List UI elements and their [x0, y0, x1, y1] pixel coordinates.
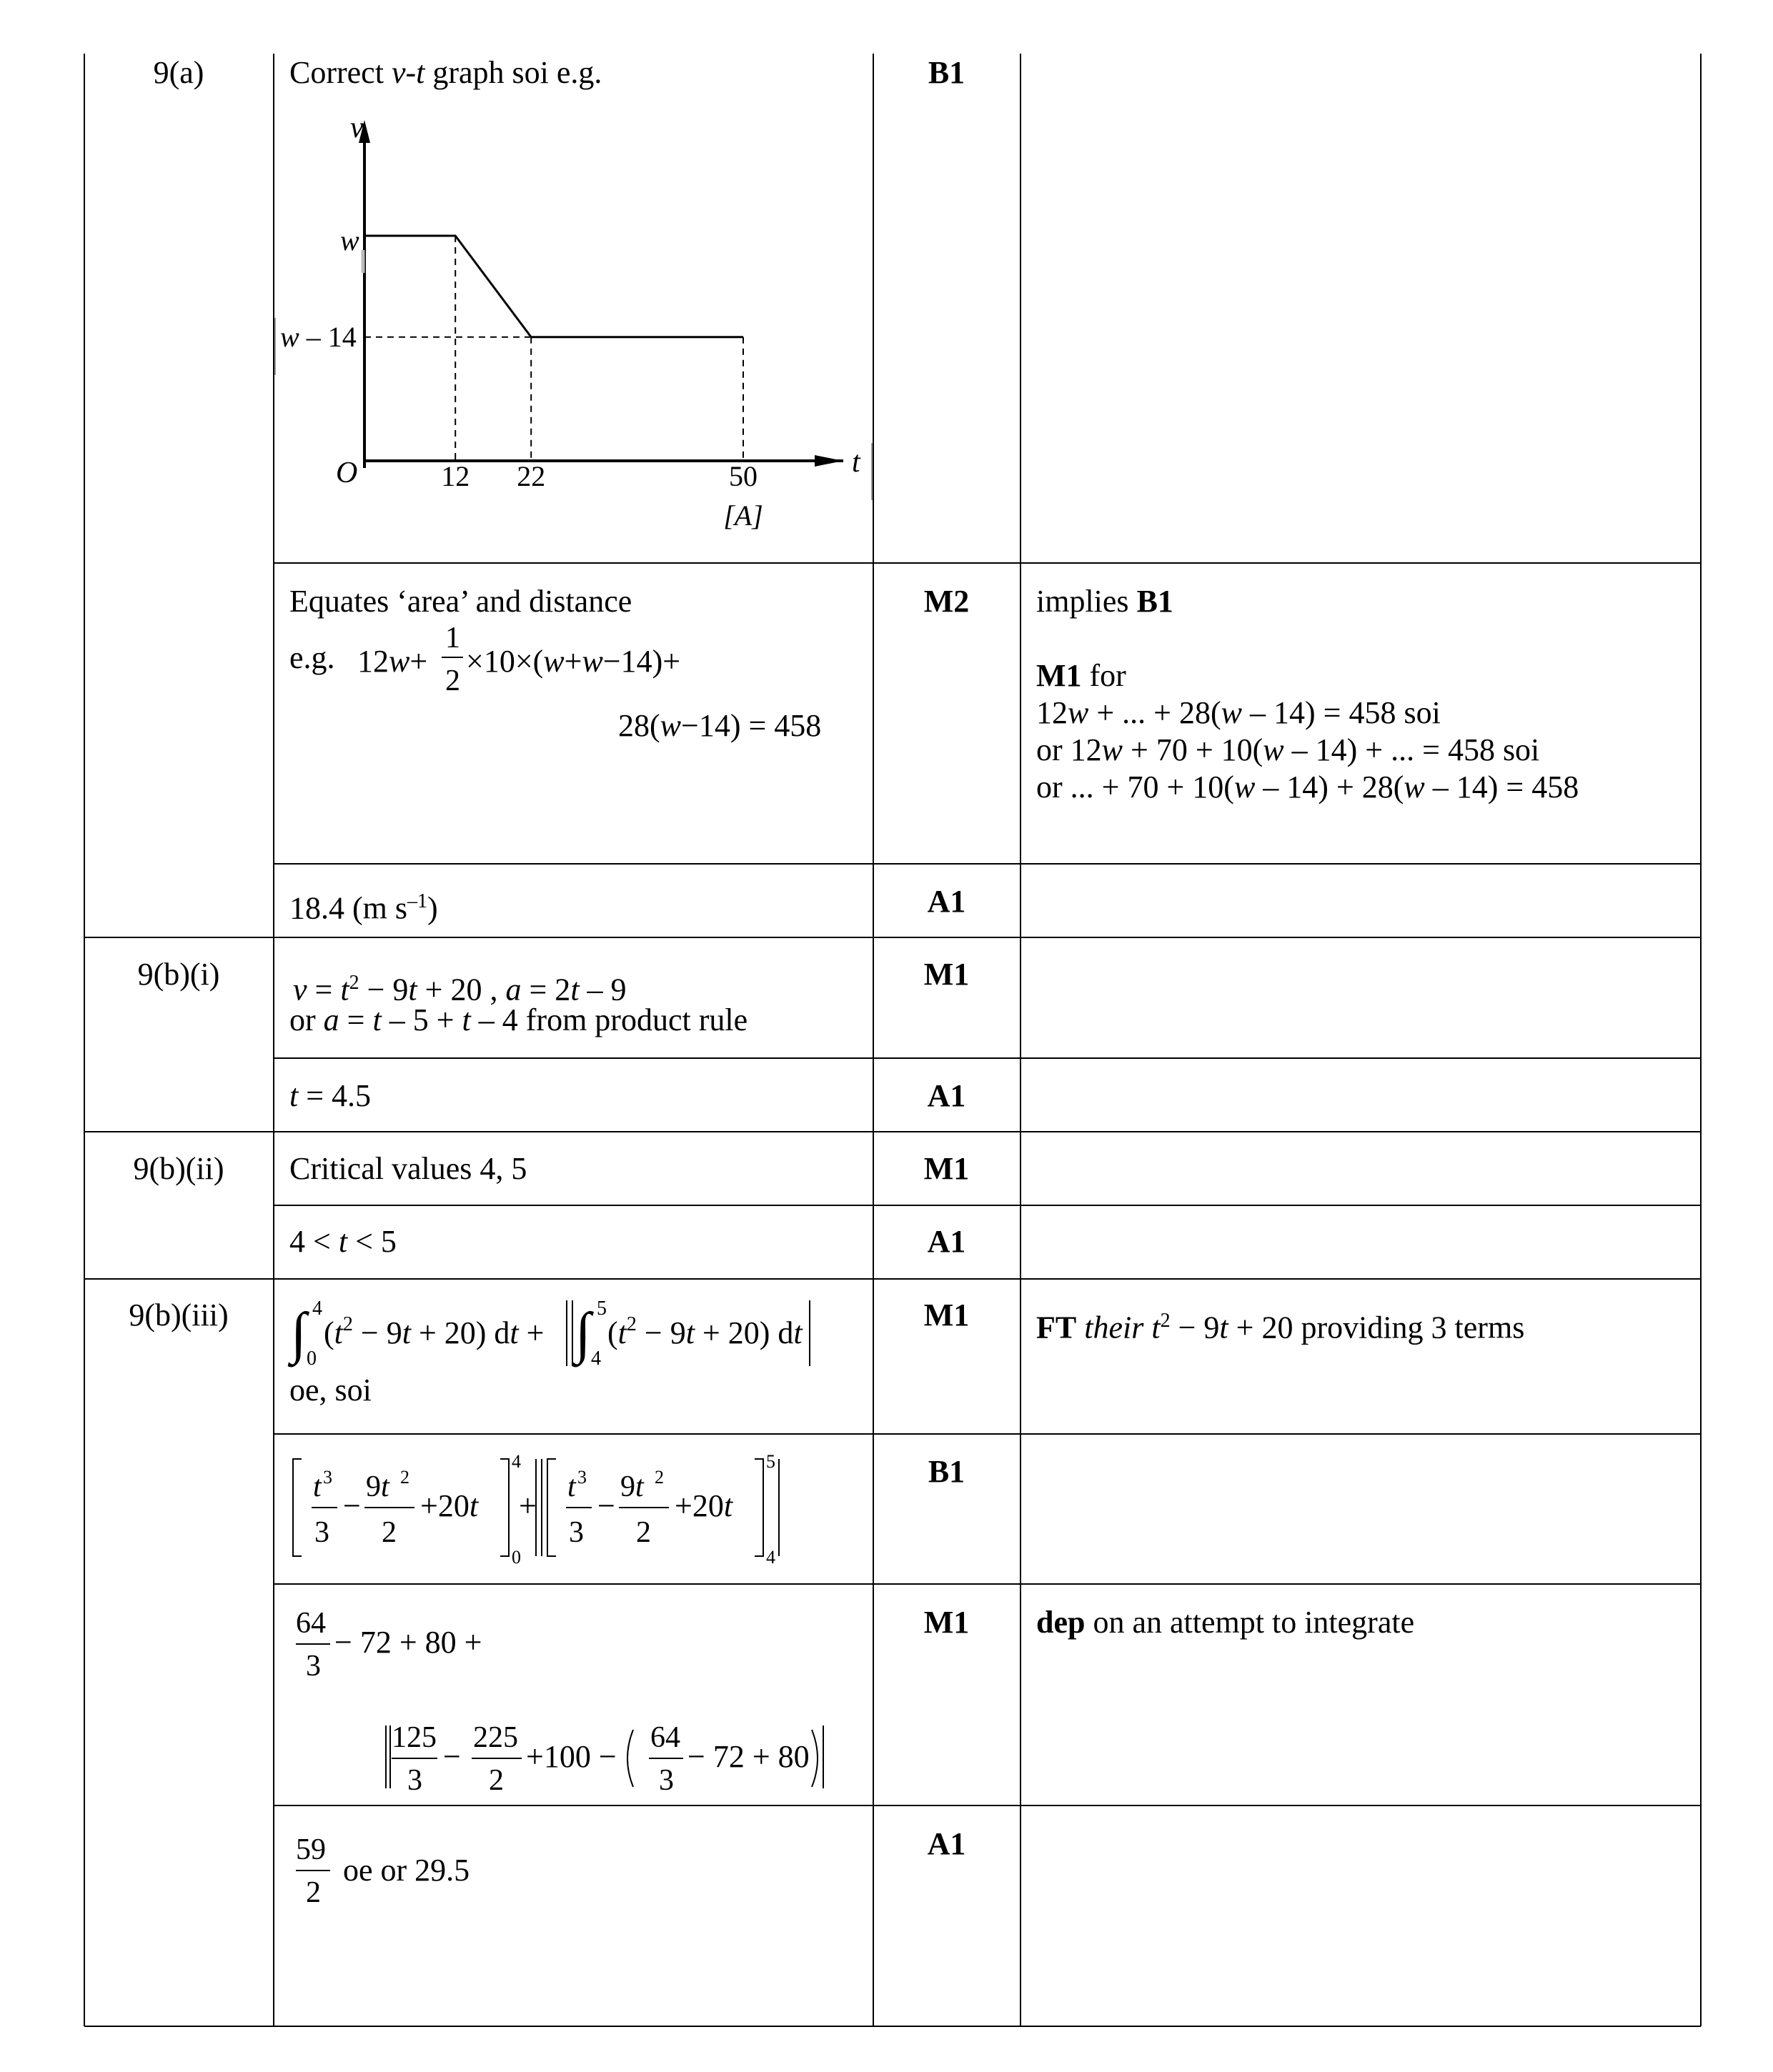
svg-text:3: 3	[323, 1467, 332, 1488]
answer-area-equation	[350, 616, 779, 694]
svg-text:3: 3	[407, 1764, 422, 1797]
answer-area-equation-line2: 28(w−14) = 458	[618, 708, 822, 743]
answer-t-4-5: t = 4.5	[289, 1078, 372, 1113]
svg-text:0: 0	[307, 1348, 317, 1370]
svg-text:t: t	[567, 1470, 576, 1503]
guidance-line-3: 12w + ... + 28(w – 14) = 458 soi	[1036, 695, 1441, 730]
svg-text:2: 2	[489, 1764, 504, 1797]
vt-graph-line	[364, 236, 743, 337]
answer-18-4: 18.4 (m $s^{-1}$)	[289, 890, 438, 926]
axis-label-v: v	[350, 111, 364, 144]
mark-a1-9bii: A1	[927, 1224, 966, 1259]
svg-text:5: 5	[766, 1451, 775, 1472]
svg-text:4: 4	[591, 1348, 601, 1370]
answer-critical-values: Critical values 4, 5	[289, 1151, 527, 1186]
guidance-dep: dep on an attempt to integrate	[1036, 1605, 1415, 1640]
svg-text:59: 59	[296, 1833, 326, 1866]
tick-label-50: 50	[729, 460, 758, 492]
mark-a1-9bi: A1	[927, 1078, 966, 1113]
level-label-w: w	[340, 224, 359, 256]
svg-text:− 72 + 80: − 72 + 80	[687, 1739, 810, 1774]
vt-graph	[272, 107, 886, 550]
mark-m1-9bii: M1	[923, 1151, 970, 1186]
svg-text:− 72 + 80 +: − 72 + 80 +	[334, 1625, 482, 1660]
svg-text:2: 2	[636, 1516, 651, 1549]
svg-text:4: 4	[766, 1547, 775, 1568]
svg-text:2: 2	[382, 1516, 397, 1549]
svg-text:3: 3	[314, 1516, 329, 1549]
svg-text:3: 3	[306, 1650, 321, 1683]
svg-text:225: 225	[473, 1721, 518, 1754]
mark-m1-9biii: M1	[923, 1298, 970, 1333]
level-label-w-minus-14: w – 14	[280, 321, 357, 353]
guidance-ft-their: FT their $t^2 - 9t + 20$ providing 3 terms	[1036, 1310, 1525, 1345]
svg-text:+20t: +20t	[420, 1488, 479, 1523]
svg-text:2: 2	[306, 1876, 321, 1909]
tick-label-22: 22	[517, 460, 546, 492]
svg-text:64: 64	[650, 1721, 680, 1754]
svg-text:∫: ∫	[575, 1302, 591, 1365]
svg-text:64: 64	[296, 1607, 326, 1640]
mark-m1-substitution: M1	[923, 1605, 970, 1640]
answer-9bi-line2: or a = t – 5 + t – 4 from product rule	[289, 1002, 748, 1037]
answer-eg-label: e.g.	[289, 640, 335, 675]
tick-label-12: 12	[441, 460, 470, 492]
svg-text:(t2 − 9t + 20) dt: $(t^2 - 9t + 20)$ dt	[607, 1313, 803, 1350]
svg-text:3: 3	[569, 1516, 584, 1549]
answer-9a-graph-caption: Correct v-t graph soi e.g.	[289, 55, 602, 90]
svg-text:12w+: 12w+	[357, 644, 428, 679]
svg-text:5: 5	[597, 1298, 607, 1320]
guidance-implies-b1: implies B1	[1036, 584, 1173, 619]
svg-text:4: 4	[312, 1298, 322, 1320]
guidance-line-4: or 12w + 70 + 10(w – 14) + ... = 458 soi	[1036, 732, 1540, 767]
svg-text:2: 2	[445, 664, 460, 694]
question-number-9a: 9(a)	[153, 55, 204, 90]
answer-substitution	[286, 1590, 858, 1797]
guidance-line-5: or ... + 70 + 10(w – 14) + 28(w – 14) = 458	[1036, 769, 1579, 805]
svg-text:×10×(w+w−14)+: ×10×(w+w−14)+	[466, 644, 681, 679]
mark-b1-9biii: B1	[928, 1454, 965, 1489]
axis-label-t: t	[852, 446, 860, 479]
svg-text:0: 0	[512, 1547, 521, 1568]
svg-text:9t: 9t	[366, 1470, 389, 1503]
answer-inequality: 4 < t < 5	[289, 1224, 397, 1259]
answer-final	[286, 1815, 572, 1915]
svg-text:1: 1	[445, 622, 460, 654]
answer-integral-expression	[282, 1286, 854, 1379]
question-number-9bii: 9(b)(ii)	[133, 1151, 224, 1186]
answer-equates-area: Equates ‘area’ and distance	[289, 584, 632, 619]
answer-oe-soi: oe, soi	[289, 1373, 372, 1408]
svg-text:oe or 29.5: oe or 29.5	[343, 1853, 470, 1888]
svg-text:2: 2	[655, 1467, 664, 1488]
svg-text:∫: ∫	[291, 1302, 307, 1365]
answer-antiderivative	[286, 1443, 858, 1568]
svg-text:−: −	[443, 1739, 461, 1774]
question-number-9bi: 9(b)(i)	[137, 957, 220, 992]
svg-text:9t: 9t	[620, 1470, 644, 1503]
guidance-m1-for: M1 for	[1036, 658, 1126, 693]
svg-text:+20t: +20t	[675, 1488, 733, 1523]
svg-text:+100 −: +100 −	[526, 1739, 617, 1774]
svg-text:4: 4	[512, 1451, 521, 1472]
mark-m2: M2	[923, 584, 970, 619]
mark-a1-row3: A1	[927, 884, 966, 919]
svg-text:−: −	[597, 1488, 615, 1523]
svg-text:(t2 − 9t + 20) dt +: $(t^2 - 9t + 20)$ dt +	[324, 1313, 545, 1350]
origin-label: O	[336, 457, 358, 489]
mark-m1-9bi: M1	[923, 957, 970, 992]
svg-text:3: 3	[577, 1467, 587, 1488]
svg-text:t: t	[313, 1470, 322, 1503]
svg-text:+: +	[519, 1488, 537, 1523]
svg-text:−: −	[343, 1488, 361, 1523]
answer-9bi-line1: $v = t^2 - 9t + 20$ , a = 2t – 9	[293, 972, 627, 1007]
mark-b1: B1	[928, 55, 965, 90]
svg-text:125: 125	[392, 1721, 437, 1754]
svg-text:2: 2	[400, 1467, 409, 1488]
svg-text:3: 3	[659, 1764, 674, 1797]
mark-a1-final: A1	[927, 1826, 966, 1861]
question-number-9biii: 9(b)(iii)	[129, 1298, 229, 1333]
end-label-a: [A]	[723, 499, 763, 532]
